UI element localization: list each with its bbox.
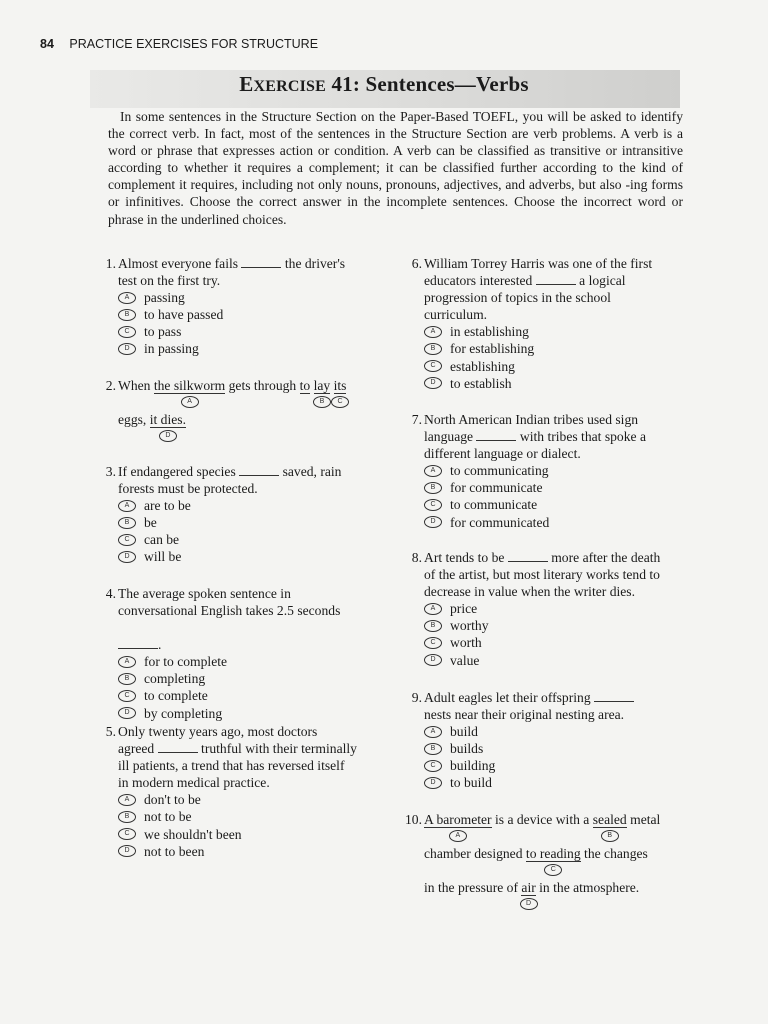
option-d[interactable]: D to establish: [424, 375, 687, 392]
underlined-choice-d[interactable]: it dies. D: [150, 412, 186, 428]
answer-bubble-d[interactable]: D: [118, 845, 136, 857]
option-d[interactable]: D by completing: [118, 705, 396, 722]
answer-bubble-a[interactable]: A: [424, 465, 442, 477]
answer-blank: [241, 255, 281, 268]
answer-blank: [536, 272, 576, 285]
question-8: 8. Art tends to be more after the death of the artist, but most literary works tend to decrease in value when the writer dies. A price B worthy C worth D value: [402, 549, 687, 669]
option-b[interactable]: B for communicate: [424, 479, 687, 496]
answer-bubble-b[interactable]: B: [118, 811, 136, 823]
question-3: 3. If endangered species saved, rain forests must be protected. A are to be B be C can be D will be: [96, 463, 396, 566]
answer-bubble-b[interactable]: B: [118, 517, 136, 529]
question-4: 4. The average spoken sentence in conversational English takes 2.5 seconds . A for to complete B completing C to complete D by completing: [96, 585, 396, 722]
running-title: PRACTICE EXERCISES FOR STRUCTURE: [69, 37, 319, 51]
option-a[interactable]: A price: [424, 600, 687, 617]
answer-bubble-d[interactable]: D: [118, 707, 136, 719]
exercise-title: EXERCISE 41: Sentences—Verbs: [239, 72, 529, 96]
answer-bubble-d[interactable]: D: [118, 343, 136, 355]
answer-blank: [239, 463, 279, 476]
answer-bubble-c[interactable]: C: [118, 690, 136, 702]
underlined-choice-c[interactable]: to reading C: [526, 846, 581, 862]
underlined-choice-d[interactable]: air D: [521, 880, 535, 896]
option-b[interactable]: B builds: [424, 740, 687, 757]
underlined-choice-a[interactable]: the silkworm A: [154, 378, 225, 394]
answer-bubble-a[interactable]: A: [424, 603, 442, 615]
answer-bubble-b[interactable]: B: [118, 309, 136, 321]
answer-bubble-b[interactable]: B: [424, 620, 442, 632]
option-a[interactable]: A are to be: [118, 497, 396, 514]
question-5: 5. Only twenty years ago, most doctors agreed truthful with their terminally ill patients, a trend that has reversed itself in modern medical practice. A don't to be B not to be C we shouldn't been D not to been: [96, 723, 396, 860]
page-header: [40, 37, 318, 51]
option-a[interactable]: A passing: [118, 289, 396, 306]
answer-bubble-a[interactable]: A: [118, 656, 136, 668]
option-a[interactable]: A in establishing: [424, 323, 687, 340]
question-9: 9. Adult eagles let their offspring nests near their original nesting area. A build B builds C building D to build: [402, 689, 687, 792]
option-a[interactable]: A for to complete: [118, 653, 396, 670]
option-c[interactable]: C can be: [118, 531, 396, 548]
question-10: 10. A barometer A is a device with a sealed B metal chamber designed to reading C the changes in the pressure of air D in the atmosphere.: [402, 811, 687, 896]
answer-blank: [508, 549, 548, 562]
option-d[interactable]: D in passing: [118, 340, 396, 357]
answer-bubble-d[interactable]: D: [424, 654, 442, 666]
option-c[interactable]: C establishing: [424, 358, 687, 375]
underlined-choice-b[interactable]: sealed B: [593, 812, 627, 828]
option-d[interactable]: D for communicated: [424, 514, 687, 531]
answer-blank: [158, 740, 198, 753]
answer-bubble-b[interactable]: B: [424, 743, 442, 755]
answer-bubble-d[interactable]: D: [424, 777, 442, 789]
option-c[interactable]: C to pass: [118, 323, 396, 340]
underlined-word: to: [299, 378, 311, 393]
option-a[interactable]: A to communicating: [424, 462, 687, 479]
option-c[interactable]: C to communicate: [424, 496, 687, 513]
answer-bubble-a[interactable]: A: [118, 794, 136, 806]
option-b[interactable]: B be: [118, 514, 396, 531]
answer-bubble-c[interactable]: C: [424, 637, 442, 649]
answer-bubble-c[interactable]: C: [424, 760, 442, 772]
page-number: 84: [40, 37, 54, 51]
answer-blank: [118, 636, 158, 649]
option-a[interactable]: A don't to be: [118, 791, 396, 808]
answer-bubble-b[interactable]: B: [424, 343, 442, 355]
answer-bubble-c[interactable]: C: [424, 360, 442, 372]
answer-bubble-a[interactable]: A: [118, 500, 136, 512]
instructions-paragraph: In some sentences in the Structure Section on the Paper-Based TOEFL, you will be asked to identify the correct verb. In fact, most of the sentences in the Structure Section are verb problems. A verb is a word or phrase that expresses action or condition. A verb can be classified as transitive or intransitive according to whether it requires a complement; it can be classified further according to the kind of complement it requires, including not only nouns, pronouns, adjectives, and adverbs, but also -ing forms or infinitives. Choose the correct answer in the incomplete sentences. Choose the incorrect word or phrase in the underlined choices.: [108, 109, 683, 227]
answer-blank: [594, 689, 634, 702]
option-c[interactable]: C to complete: [118, 687, 396, 704]
answer-bubble-c[interactable]: C: [118, 326, 136, 338]
answer-bubble-a[interactable]: A: [424, 726, 442, 738]
question-2: 2. When the silkworm A gets through to lay B its C eggs, it dies. D: [96, 377, 396, 428]
answer-bubble-c[interactable]: C: [118, 534, 136, 546]
answer-bubble-b[interactable]: B: [424, 482, 442, 494]
option-d[interactable]: D value: [424, 652, 687, 669]
answer-bubble-a[interactable]: A: [118, 292, 136, 304]
underlined-choice-c[interactable]: its C: [334, 378, 347, 394]
answer-bubble-d[interactable]: D: [118, 551, 136, 563]
option-d[interactable]: D not to been: [118, 843, 396, 860]
option-b[interactable]: B to have passed: [118, 306, 396, 323]
answer-bubble-c[interactable]: C: [118, 828, 136, 840]
option-b[interactable]: B not to be: [118, 808, 396, 825]
option-a[interactable]: A build: [424, 723, 687, 740]
answer-bubble-a[interactable]: A: [424, 326, 442, 338]
option-d[interactable]: D will be: [118, 548, 396, 565]
underlined-choice-b[interactable]: lay B: [314, 378, 331, 394]
option-c[interactable]: C worth: [424, 634, 687, 651]
question-7: 7. North American Indian tribes used sign language with tribes that spoke a different language or dialect. A to communicating B for communicate C to communicate D for communicated: [402, 411, 687, 531]
option-d[interactable]: D to build: [424, 774, 687, 791]
option-b[interactable]: B completing: [118, 670, 396, 687]
question-1: 1. Almost everyone fails the driver's test on the first try. A passing B to have passed C to pass D in passing: [96, 255, 396, 358]
underlined-choice-a[interactable]: A barometer A: [424, 812, 492, 828]
option-b[interactable]: B for establishing: [424, 340, 687, 357]
answer-bubble-c[interactable]: C: [424, 499, 442, 511]
answer-bubble-d[interactable]: D: [424, 516, 442, 528]
answer-blank: [476, 428, 516, 441]
option-c[interactable]: C we shouldn't been: [118, 826, 396, 843]
option-c[interactable]: C building: [424, 757, 687, 774]
answer-bubble-d[interactable]: D: [424, 377, 442, 389]
question-6: 6. William Torrey Harris was one of the first educators interested a logical progression of topics in the school curriculum. A in establishing B for establishing C establishing D to establish: [402, 255, 687, 392]
option-b[interactable]: B worthy: [424, 617, 687, 634]
answer-bubble-b[interactable]: B: [118, 673, 136, 685]
